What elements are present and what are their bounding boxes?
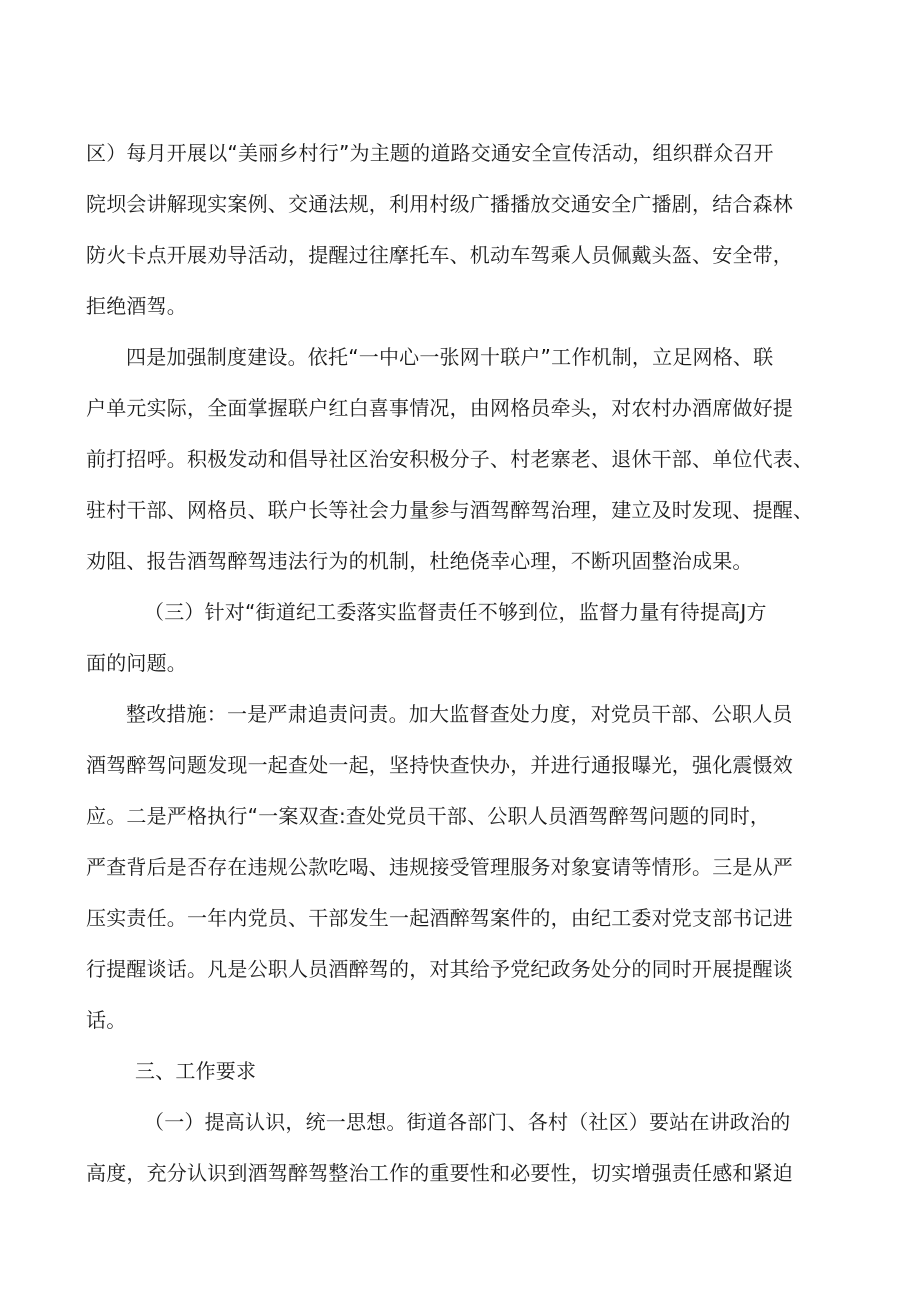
paragraph-2-line-4: 驻村干部、网格员、联户长等社会力量参与酒驾醉驾治理，建立及时发现、提醒、 [86,498,814,522]
paragraph-4-line-7: 话。 [86,1008,127,1032]
paragraph-4-line-5: 压实责任。一年内党员、干部发生一起酒醉驾案件的，由纪工委对党支部书记进 [86,906,793,930]
paragraph-3-line-1: （三）针对“街道纪工委落实监督责任不够到位，监督力量有待提高J方 [144,600,767,624]
paragraph-2-line-1: 四是加强制度建设。依托“一中心一张网十联户”工作机制，立足网格、联 [126,345,774,369]
paragraph-4-line-4: 严查背后是否存在违规公款吃喝、违规接受管理服务对象宴请等情形。三是从严 [86,855,793,879]
paragraph-5-line-1: （一）提高认识，统一思想。街道各部门、各村（社区）要站在讲政治的 [144,1110,791,1134]
paragraph-3 [86,587,852,689]
paragraph-1-line-2: 院坝会讲解现实案例、交通法规，利用村级广播播放交通安全广播剧，结合森林 [86,192,793,216]
section-heading-block [86,1046,852,1097]
paragraph-5-line-2: 高度，充分认识到酒驾醉驾整治工作的重要性和必要性，切实增强责任感和紧迫 [86,1161,793,1185]
paragraph-1-line-1: 区）每月开展以“美丽乡村行”为主题的道路交通安全宣传活动，组织群众召开 [86,141,774,165]
paragraph-4-line-6: 行提醒谈话。凡是公职人员酒醉驾的，对其给予党纪政务处分的同时开展提醒谈 [86,957,793,981]
paragraph-1-line-4: 拒绝酒驾。 [86,294,187,318]
paragraph-4-line-1: 整改措施：一是严肃追责问责。加大监督查处力度，对党员干部、公职人员 [126,702,793,726]
paragraph-5 [86,1097,852,1199]
paragraph-4 [86,689,852,1046]
paragraph-2 [86,332,852,587]
paragraph-1-line-3: 防火卡点开展劝导活动，提醒过往摩托车、机动车驾乘人员佩戴头盔、安全带， [86,243,793,267]
paragraph-2-line-2: 户单元实际，全面掌握联户红白喜事情况，由网格员牵头，对农村办酒席做好提 [86,396,793,420]
paragraph-4-line-3: 应。二是严格执行“一案双查:查处党员干部、公职人员酒驾醉驾问题的同时， [86,804,771,828]
paragraph-3-line-2: 面的问题。 [86,651,187,675]
section-heading: 三、工作要求 [135,1059,257,1083]
paragraph-1 [86,128,852,332]
paragraph-2-line-3: 前打招呼。积极发动和倡导社区治安积极分子、村老寨老、退休干部、单位代表、 [86,447,814,471]
paragraph-2-line-5: 劝阻、报告酒驾醉驾违法行为的机制，杜绝侥幸心理，不断巩固整治成果。 [86,549,753,573]
paragraph-4-line-2: 酒驾醉驾问题发现一起查处一起，坚持快查快办，并进行通报曝光，强化震慑效 [86,753,793,777]
